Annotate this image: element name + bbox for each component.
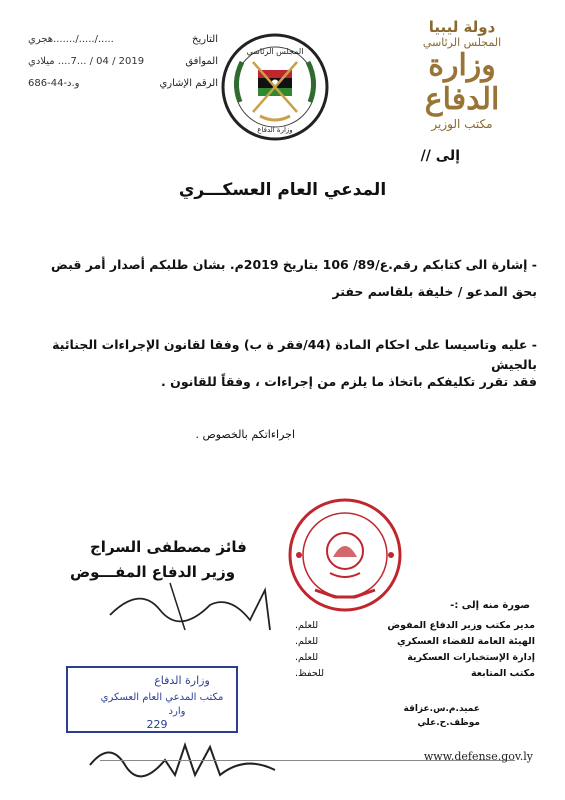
copy-purpose: للعلم.: [295, 620, 319, 631]
copy-recipient: إدارة الإستخبارات العسكرية: [407, 652, 535, 663]
reference-line: موظف.ح.علي: [417, 718, 480, 728]
copy-item: [295, 652, 535, 668]
copy-item: [295, 668, 535, 684]
paragraph-1-line-1: - إشارة الى كتابكم رقم.ع/89/ 106 بتاريخ 2019م. بشان طلبكم أصدار أمر قبض: [51, 257, 537, 272]
hijri-date-row: [28, 34, 218, 56]
reference-line: عميد.م.س.عزاقة: [403, 704, 480, 714]
council-name: المجلس الرئاسي: [422, 36, 502, 49]
paragraph-1-line-2: بحق المدعو / خليفة بلقاسم حفتر: [332, 284, 537, 299]
handwritten-signature-icon: [100, 575, 280, 635]
reference-initials: [403, 702, 480, 730]
handwritten-date-icon: [85, 735, 285, 780]
stamp-number: 229: [146, 718, 168, 731]
stamp-line-1: وزارة الدفاع: [154, 674, 210, 687]
paragraph-2-line-1: - عليه وتاسيسا على احكام المادة (44/فقر ة ب) وفقا لقانون الإجراءات الجنائية بالجيش: [52, 337, 537, 372]
greg-date-row: [28, 56, 218, 78]
paragraph-2-line-2: فقد تقرر تكليفكم باتخاذ ما يلزم من إجراءات ، وفقاً للقانون .: [161, 374, 537, 389]
emblem-bottom-text: وزارة الدفاع: [257, 126, 293, 134]
signatory-name: فائز مصطفى السراج: [90, 538, 247, 556]
copies-list: [295, 620, 535, 684]
copy-purpose: للعلم.: [295, 652, 319, 663]
hijri-date-value: ...../...../.......هجري: [28, 34, 114, 45]
to-line: إلى //: [420, 148, 460, 164]
ref-row: [28, 78, 218, 100]
ministry-seal-icon: [285, 495, 405, 615]
office-name: مكتب الوزير: [431, 117, 493, 131]
ref-label: الرقم الإشاري: [159, 78, 218, 89]
incoming-stamp-icon: [62, 662, 242, 737]
copy-recipient: مدير مكتب وزير الدفاع المفوض: [387, 620, 535, 631]
copy-recipient: مكتب المتابعة: [471, 668, 535, 679]
copy-purpose: للعلم.: [295, 636, 319, 647]
copy-item: [295, 620, 535, 636]
copy-purpose: للحفظ.: [295, 668, 325, 679]
ministry-name: وزارة الدفاع: [424, 48, 500, 117]
copies-heading: صورة منه إلى :-: [450, 600, 530, 611]
document-meta: [28, 34, 218, 100]
stamp-line-3: وارد: [168, 706, 186, 717]
state-name: دولة ليبيا: [428, 18, 496, 36]
greg-date-label: الموافق: [185, 56, 218, 67]
addressee: المدعي العام العسكـــري: [178, 180, 387, 200]
greg-date-value: 2019 / 04 / ...7.... ميلادي: [28, 56, 145, 67]
footer-url: www.defense.gov.ly: [423, 750, 533, 763]
ministry-emblem-icon: [220, 32, 330, 142]
copy-item: [295, 636, 535, 652]
ref-value: و.د-44-686: [28, 78, 80, 89]
stamp-line-2: مكتب المدعي العام العسكري: [100, 692, 224, 703]
letterhead: [387, 18, 537, 131]
signatory-title: وزير الدفاع المفـــوض: [70, 563, 236, 581]
closing-line: اجراءاتكم بالخصوص .: [195, 428, 295, 441]
hijri-date-label: التاريخ: [192, 34, 218, 45]
copy-recipient: الهيئة العامة للقضاء العسكري: [397, 636, 535, 647]
emblem-top-text: المجلس الرئاسي: [246, 47, 304, 56]
